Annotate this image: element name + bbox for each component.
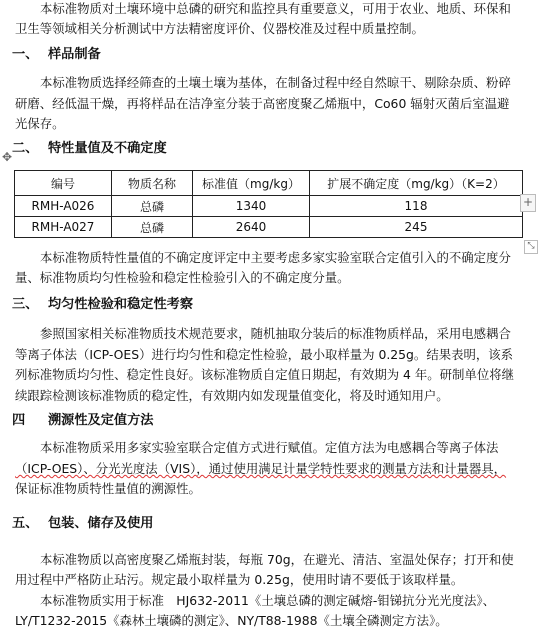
section-4-title: 溯源性及定值方法 — [48, 413, 154, 428]
add-row-button[interactable]: + — [520, 194, 536, 212]
section-5-number: 五、 — [12, 516, 39, 531]
table-header-cell: 扩展不确定度（mg/kg）（K=2） — [310, 171, 523, 196]
section-1-heading — [12, 46, 101, 64]
section-3-number: 三、 — [12, 297, 39, 312]
table-cell: 总磷 — [112, 196, 193, 217]
section-4-heading — [12, 412, 154, 430]
table-cell: RMH-A027 — [15, 217, 112, 238]
section-5-heading — [12, 515, 154, 533]
s5-line-3: 本标准物质实用于标准 HJ632-2011《土壤总磷的测定碱熔-钼锑抗分光光度法》、 — [40, 593, 496, 608]
property-table — [14, 170, 523, 238]
s4-line-1: 本标准物质采用多家实验室联合定值方式进行赋值。定值方法为电感耦合等离子体法 — [40, 440, 499, 455]
section-4-number: 四 — [12, 413, 26, 428]
table-header-cell: 编号 — [15, 171, 112, 196]
section-2-number: 二、 — [12, 141, 39, 156]
table-row — [15, 217, 523, 238]
section-5-title: 包装、储存及使用 — [48, 516, 154, 531]
section-3-heading — [12, 296, 193, 314]
table-cell: 118 — [310, 196, 523, 217]
table-header-cell: 物质名称 — [112, 171, 193, 196]
section-3-title: 均匀性检验和稳定性考察 — [48, 297, 194, 312]
table-header-cell: 标准值（mg/kg） — [193, 171, 310, 196]
s5-line-2: 用过程中严格防止玷污。规定最小取样量为 0.25g，使用时请不要低于该取样量。 — [15, 572, 464, 587]
section-1-number: 一、 — [12, 47, 39, 62]
table-header-row — [15, 171, 523, 196]
s3-line-1: 参照国家相关标准物质技术规范要求，随机抽取分装后的标准物质样品，采用电感耦合 — [40, 326, 511, 341]
intro-line-1: 本标准物质对土壤环境中总磷的研究和监控具有重要意义，可用于农业、地质、环保和 — [40, 1, 511, 16]
s1-line-2: 研磨、经低温干燥，再将样品在洁净室分装于高密度聚乙烯瓶中，Co60 辐射灭菌后室温避 — [15, 96, 510, 111]
table-cell: 1340 — [193, 196, 310, 217]
table-cell: 2640 — [193, 217, 310, 238]
s5-line-1: 本标准物质以高密度聚乙烯瓶封装，每瓶 70g，在避光、清洁、室温处保存；打开和使 — [40, 552, 514, 567]
s3-line-2: 等离子体法（ICP-OES）进行均匀性和稳定性检验，最小取样量为 0.25g。结果表明，该系 — [15, 347, 514, 362]
s4-line-3: 保证标准物质特性量值的溯源性。 — [15, 481, 201, 496]
s3-line-3: 列标准物质均匀性、稳定性良好。该标准物质自定值日期起，有效期为 4 年。研制单位将继 — [15, 367, 514, 382]
table-resize-handle[interactable]: ⤡ — [524, 240, 538, 254]
s2-line-2: 量、标准物质均匀性检验和稳定性检验引入的不确定度分量。 — [15, 270, 350, 285]
table-row — [15, 196, 523, 217]
section-1-title: 样品制备 — [48, 47, 101, 62]
intro-line-2: 卫生等领域相关分析测试中方法精密度评价、仪器校准及过程中质量控制。 — [15, 21, 424, 36]
section-2-heading — [12, 140, 167, 158]
s4-line-2: （ICP-OES）、分光光度法（VIS），通过使用满足计量学特性要求的测量方法和计量器具， — [15, 461, 507, 476]
s5-line-4: LY/T1232-2015《森林土壤磷的测定》、NY/T88-1988《土壤全磷测定方法》。 — [15, 613, 448, 628]
section-2-title: 特性量值及不确定度 — [48, 141, 167, 156]
table-move-handle[interactable]: ✥ — [1, 150, 13, 164]
table-cell: RMH-A026 — [15, 196, 112, 217]
table-cell: 245 — [310, 217, 523, 238]
s1-line-1: 本标准物质选择经筛查的土壤土壤为基体，在制备过程中经自然晾干、剔除杂质、粉碎 — [40, 75, 511, 90]
s1-line-3: 光保存。 — [15, 116, 65, 131]
s2-line-1: 本标准物质特性量值的不确定度评定中主要考虑多家实验室联合定值引入的不确定度分 — [40, 250, 511, 265]
s3-line-4: 续跟踪检测该标准物质的稳定性，有效期内如发现量值变化，将及时通知用户。 — [15, 388, 449, 403]
table-cell: 总磷 — [112, 217, 193, 238]
